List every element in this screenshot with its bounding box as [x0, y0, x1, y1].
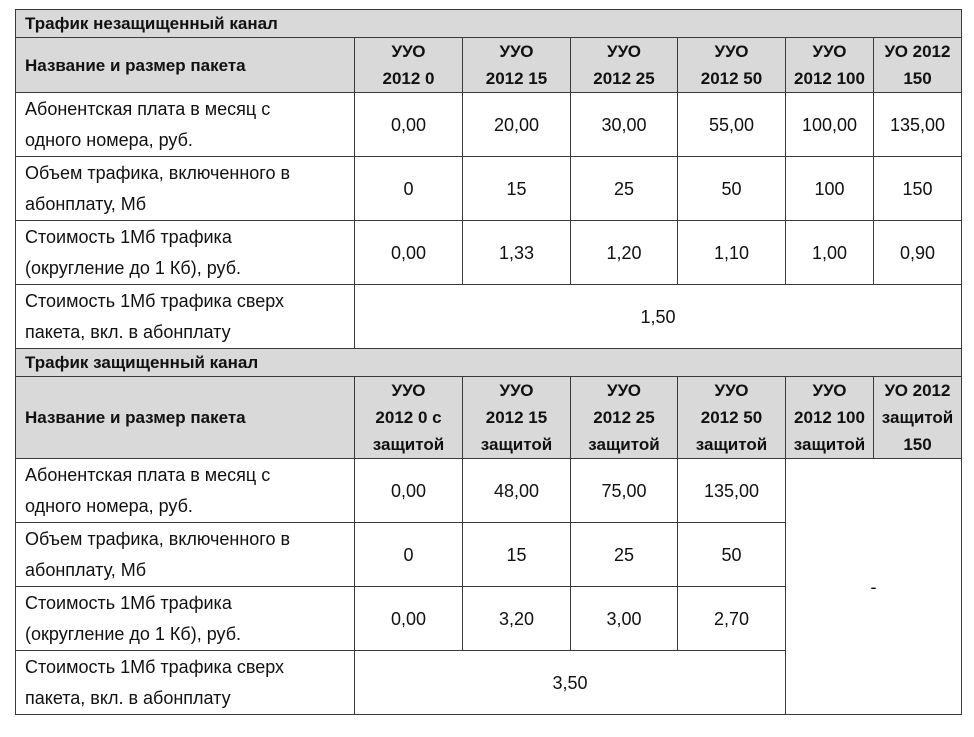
row-label: Объем трафика, включенного в абонплату, Мб — [16, 523, 355, 587]
table-row — [16, 459, 962, 523]
row-label: Стоимость 1Мб трафика сверх пакета, вкл. в абонплату — [16, 285, 355, 349]
header-package-label: УО 2012 защитой 150 — [881, 381, 954, 454]
table-row — [16, 221, 962, 285]
header-package-cell — [571, 377, 678, 459]
table-row — [16, 93, 962, 157]
header-package-label: УУО 2012 0 — [382, 42, 435, 88]
table-cell: 30,00 — [571, 93, 678, 157]
row-label: Стоимость 1Мб трафика (округление до 1 Кб), руб. — [16, 221, 355, 285]
header-package-cell — [463, 38, 571, 93]
header-package-label: УУО 2012 0 с защитой — [372, 381, 445, 454]
header-package-label: УУО 2012 25 защитой — [588, 381, 660, 454]
header-package-cell — [355, 377, 463, 459]
header-package-cell — [355, 38, 463, 93]
row-label: Абонентская плата в месяц с одного номера, руб. — [16, 459, 355, 523]
tariff-table — [15, 9, 962, 715]
table-cell: 25 — [571, 523, 678, 587]
header-package-cell — [786, 377, 874, 459]
table-cell: 3,00 — [571, 587, 678, 651]
table-cell: 15 — [463, 157, 571, 221]
row-label: Абонентская плата в месяц с одного номера, руб. — [16, 93, 355, 157]
table-cell: 1,10 — [678, 221, 786, 285]
not-available-cell: - — [786, 459, 962, 715]
header-package-label: УУО 2012 50 защитой — [695, 381, 768, 454]
table-cell: 0,00 — [355, 221, 463, 285]
row-label: Стоимость 1Мб трафика (округление до 1 Кб), руб. — [16, 587, 355, 651]
header-package-label: УУО 2012 100 — [794, 42, 865, 88]
header-name-cell: Название и размер пакета — [16, 377, 355, 459]
table-cell: 2,70 — [678, 587, 786, 651]
row-label: Объем трафика, включенного в абонплату, Мб — [16, 157, 355, 221]
header-package-label: УО 2012 150 — [884, 42, 951, 88]
table-cell: 50 — [678, 523, 786, 587]
section-title-row — [16, 10, 962, 38]
table-cell: 15 — [463, 523, 571, 587]
table-cell: 48,00 — [463, 459, 571, 523]
table-cell: 0,00 — [355, 587, 463, 651]
overage-value-cell: 1,50 — [355, 285, 962, 349]
table-cell: 1,20 — [571, 221, 678, 285]
table-cell: 0,00 — [355, 459, 463, 523]
header-package-cell — [874, 38, 962, 93]
section-title: Трафик защищенный канал — [16, 349, 962, 377]
header-package-label: УУО 2012 25 — [593, 42, 655, 88]
section-title: Трафик незащищенный канал — [16, 10, 962, 38]
table-cell: 75,00 — [571, 459, 678, 523]
table-cell: 25 — [571, 157, 678, 221]
header-package-cell — [463, 377, 571, 459]
header-package-label: УУО 2012 50 — [700, 42, 763, 88]
table-cell: 100 — [786, 157, 874, 221]
header-package-cell — [678, 38, 786, 93]
header-package-cell — [874, 377, 962, 459]
row-label: Стоимость 1Мб трафика сверх пакета, вкл. в абонплату — [16, 651, 355, 715]
header-name-cell: Название и размер пакета — [16, 38, 355, 93]
table-cell: 1,00 — [786, 221, 874, 285]
table-cell: 0,00 — [355, 93, 463, 157]
header-row — [16, 38, 962, 93]
header-package-label: УУО 2012 15 защитой — [480, 381, 553, 454]
table-cell: 135,00 — [874, 93, 962, 157]
header-package-label: УУО 2012 100 защитой — [793, 381, 866, 454]
table-row — [16, 157, 962, 221]
table-cell: 0 — [355, 523, 463, 587]
header-package-cell — [786, 38, 874, 93]
table-cell: 0,90 — [874, 221, 962, 285]
table-cell: 20,00 — [463, 93, 571, 157]
table-cell: 1,33 — [463, 221, 571, 285]
table-cell: 100,00 — [786, 93, 874, 157]
header-row — [16, 377, 962, 459]
overage-value-cell: 3,50 — [355, 651, 786, 715]
header-package-cell — [678, 377, 786, 459]
section-title-row — [16, 349, 962, 377]
table-cell: 0 — [355, 157, 463, 221]
table-cell: 150 — [874, 157, 962, 221]
header-package-label: УУО 2012 15 — [485, 42, 548, 88]
table-cell: 50 — [678, 157, 786, 221]
table-cell: 3,20 — [463, 587, 571, 651]
table-cell: 135,00 — [678, 459, 786, 523]
table-cell: 55,00 — [678, 93, 786, 157]
header-package-cell — [571, 38, 678, 93]
table-row — [16, 285, 962, 349]
